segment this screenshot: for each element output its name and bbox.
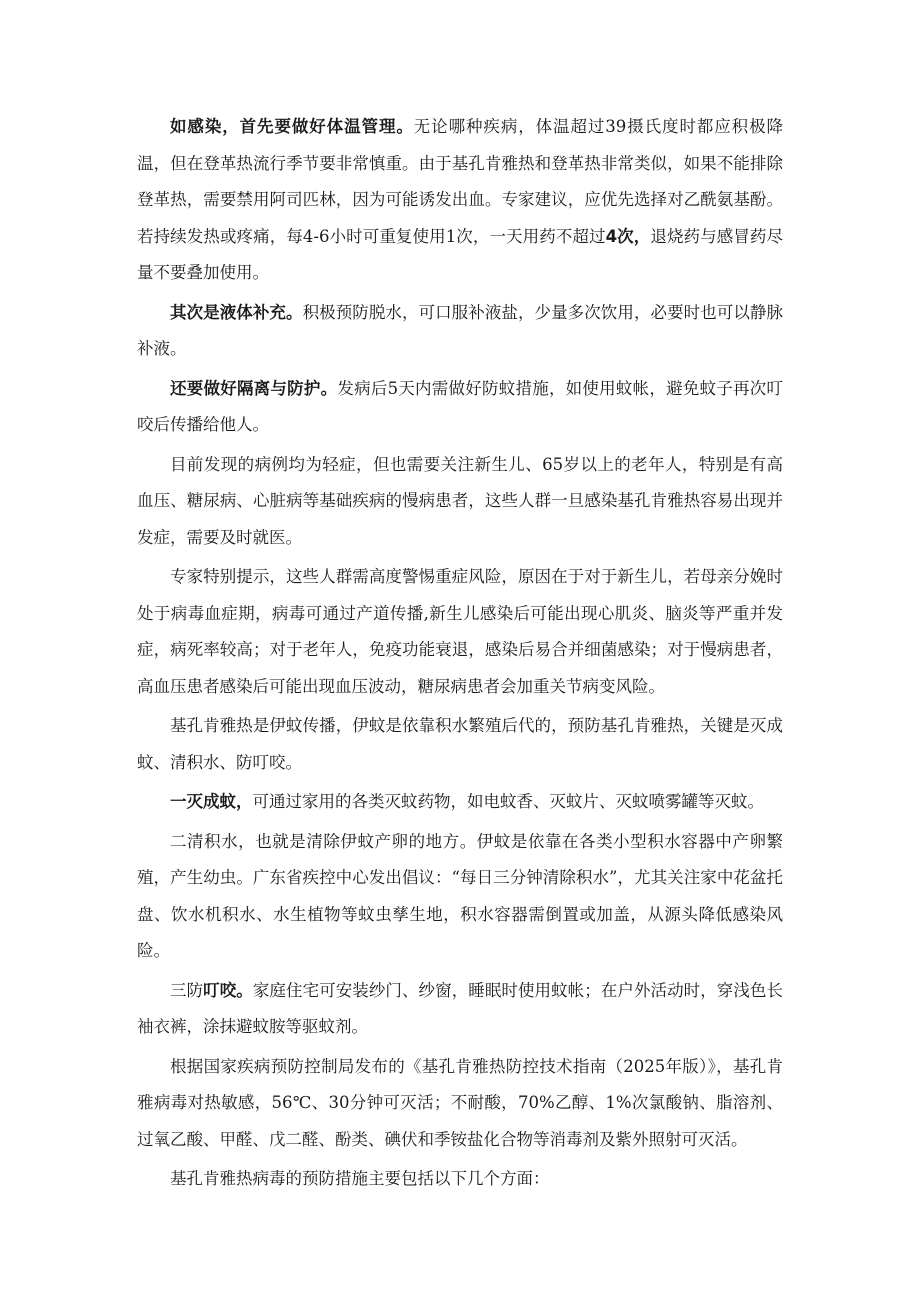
paragraph-isolation-protection — [137, 371, 783, 444]
document-body — [137, 109, 783, 1201]
paragraph-text: 发病后5天内需做好防蚊措施，如使用蚊帐，避免蚊子再次叮咬后传播给他人。 — [137, 378, 784, 434]
paragraph-clear-water — [137, 824, 783, 970]
paragraph-transmission — [137, 708, 783, 781]
paragraph-text: 基孔肯雅热是伊蚊传播，伊蚊是依靠积水繁殖后代的，预防基孔肯雅热，关键是灭成蚊、清积水、防叮咬。 — [137, 716, 783, 772]
paragraph-text: 根据国家疾病预防控制局发布的《基孔肯雅热防控技术指南（2025年版）》，基孔肯雅病毒对热敏感，56℃、30分钟可灭活；不耐酸，70%乙醇、1%次氯酸钠、脂溶剂、过氧乙酸、甲醛、戊二醛、酚类、碘伏和季铵盐化合物等消毒剂及紫外照射可灭活。 — [137, 1056, 783, 1149]
paragraph-lead: 还要做好隔离与防护。 — [170, 378, 338, 398]
paragraph-tail: 家庭住宅可安装纱门、纱窗，睡眠时使用蚊帐；在户外活动时，穿浅色长袖衣裤，涂抹避蚊胺等驱蚊剂。 — [137, 980, 784, 1036]
paragraph-temperature-management — [137, 109, 783, 292]
paragraph-text: 三防 — [170, 980, 204, 1000]
paragraph-text: 专家特别提示，这些人群需高度警惕重症风险，原因在于对于新生儿，若母亲分娩时处于病毒血症期，病毒可通过产道传播,新生儿感染后可能出现心肌炎、脑炎等严重并发症，病死率较高；对于老年人，免疫功能衰退，感染后易合并细菌感染；对于慢病患者，高血压患者感染后可能出现血压波动，糖尿病患者会加重关节病变风险。 — [137, 567, 783, 696]
paragraph-text: 基孔肯雅热病毒的预防措施主要包括以下几个方面： — [170, 1169, 550, 1188]
paragraph-tail: 退烧药与感冒药尽量不要叠加使用。 — [137, 226, 784, 282]
paragraph-fluid-supplement — [137, 295, 783, 368]
paragraph-lead: 一灭成蚊， — [170, 792, 253, 811]
paragraph-expert-reminder — [137, 559, 783, 705]
paragraph-text: 可通过家用的各类灭蚊药物，如电蚊香、灭蚊片、灭蚊喷雾罐等灭蚊。 — [252, 792, 764, 811]
paragraph-text: 无论哪种疾病，体温超过39摄氏度时都应积极降温，但在登革热流行季节要非常慎重。由于基孔肯雅热和登革热非常类似，如果不能排除登革热，需要禁用阿司匹林，因为可能诱发出血。专家建议，应优先选择对乙酰氨基酚。若持续发热或疼痛，每4-6小时可重复使用1次，一天用药不超过 — [137, 117, 783, 246]
paragraph-text: 目前发现的病例均为轻症，但也需要关注新生儿、65岁以上的老年人，特别是有高血压、糖尿病、心脏病等基础疾病的慢病患者，这些人群一旦感染基孔肯雅热容易出现并发症，需要及时就医。 — [137, 454, 783, 547]
paragraph-emphasis: 叮咬。 — [203, 980, 253, 1000]
paragraph-prevention-intro — [137, 1161, 783, 1198]
paragraph-lead: 如感染，首先要做好体温管理。 — [170, 117, 414, 136]
paragraph-prevent-bites — [137, 973, 783, 1046]
paragraph-kill-mosquitoes — [137, 784, 783, 821]
paragraph-lead: 其次是液体补充。 — [170, 302, 303, 322]
paragraph-text: 积极预防脱水，可口服补液盐，少量多次饮用，必要时也可以静脉补液。 — [137, 302, 784, 358]
paragraph-emphasis: 4次， — [605, 226, 651, 246]
paragraph-guideline — [137, 1049, 783, 1159]
paragraph-text: 二清积水，也就是清除伊蚊产卵的地方。伊蚊是依靠在各类小型积水容器中产卵繁殖，产生幼虫。广东省疾控中心发出倡议：“每日三分钟清除积水”，尤其关注家中花盆托盘、饮水机积水、水生植物等蚊虫孳生地，积水容器需倒置或加盖，从源头降低感染风险。 — [137, 831, 783, 960]
paragraph-high-risk-groups — [137, 447, 783, 557]
